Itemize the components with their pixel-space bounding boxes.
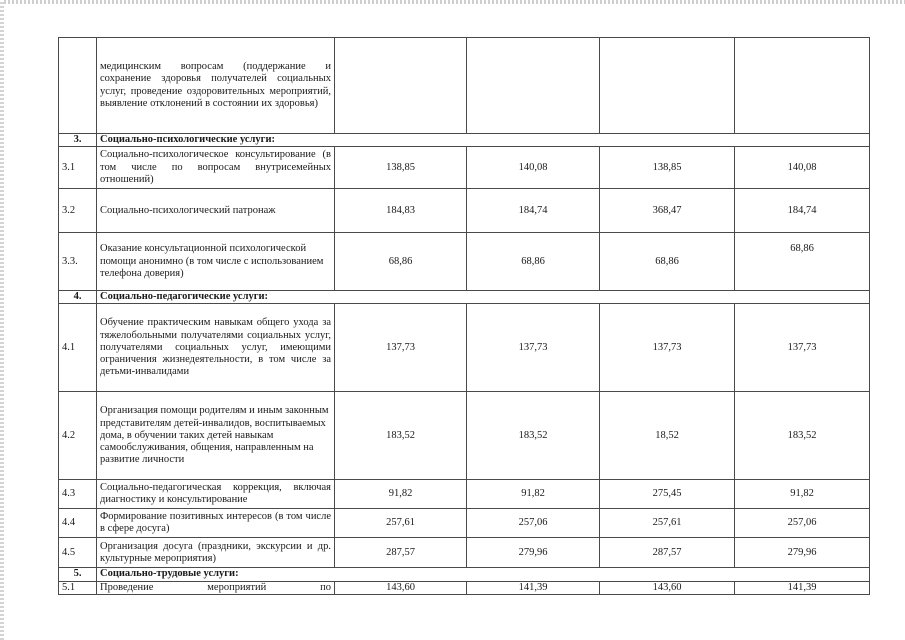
row-number: 3.1 <box>59 147 97 189</box>
row-value-2: 137,73 <box>467 304 600 392</box>
scan-edge-left <box>0 0 4 640</box>
table-row <box>59 233 870 291</box>
row-value-2 <box>467 38 600 134</box>
row-number: 3.2 <box>59 189 97 233</box>
row-value-4: 91,82 <box>735 480 870 509</box>
row-value-1: 91,82 <box>335 480 467 509</box>
row-number: 4.3 <box>59 480 97 509</box>
section-row <box>59 568 870 581</box>
table-row <box>59 480 870 509</box>
row-value-1: 184,83 <box>335 189 467 233</box>
row-value-3: 368,47 <box>600 189 735 233</box>
row-value-3: 143,60 <box>600 581 735 594</box>
row-value-1: 183,52 <box>335 392 467 480</box>
row-value-3: 18,52 <box>600 392 735 480</box>
row-value-2: 279,96 <box>467 538 600 568</box>
row-value-2: 140,08 <box>467 147 600 189</box>
row-value-3: 257,61 <box>600 509 735 538</box>
section-number: 3. <box>59 134 97 147</box>
row-number <box>59 38 97 134</box>
table-row <box>59 392 870 480</box>
row-description: Организация досуга (праздники, экскурсии и др. культурные мероприятия) <box>97 538 335 568</box>
section-row <box>59 134 870 147</box>
section-number: 5. <box>59 568 97 581</box>
section-title: Социально-психологические услуги: <box>97 134 870 147</box>
row-number: 4.4 <box>59 509 97 538</box>
row-value-2: 91,82 <box>467 480 600 509</box>
row-value-4: 257,06 <box>735 509 870 538</box>
row-description: Оказание консультационной психологической помощи анонимно (в том числе с использованием телефона доверия) <box>97 233 335 291</box>
row-description: Социально-психологическое консультирование (в том числе по вопросам внутрисемейных отношений) <box>97 147 335 189</box>
table-row <box>59 38 870 134</box>
row-value-4: 141,39 <box>735 581 870 594</box>
row-value-2: 183,52 <box>467 392 600 480</box>
row-value-1: 143,60 <box>335 581 467 594</box>
table-row <box>59 581 870 594</box>
row-value-1: 137,73 <box>335 304 467 392</box>
row-value-1: 257,61 <box>335 509 467 538</box>
row-value-4: 183,52 <box>735 392 870 480</box>
row-value-4: 140,08 <box>735 147 870 189</box>
row-description: Проведение мероприятий по <box>97 581 335 594</box>
section-row <box>59 291 870 304</box>
row-description: Социально-педагогическая коррекция, включая диагностику и консультирование <box>97 480 335 509</box>
table-row <box>59 189 870 233</box>
row-value-2: 257,06 <box>467 509 600 538</box>
row-value-1: 68,86 <box>335 233 467 291</box>
row-value-4: 137,73 <box>735 304 870 392</box>
row-description: Организация помощи родителям и иным законным представителям детей-инвалидов, воспитываемых дома, в обучении таких детей навыкам самообслуживания, общения, направленным на развитие личности <box>97 392 335 480</box>
row-value-1: 287,57 <box>335 538 467 568</box>
table-row <box>59 147 870 189</box>
row-number: 4.2 <box>59 392 97 480</box>
row-value-3: 287,57 <box>600 538 735 568</box>
row-value-3: 138,85 <box>600 147 735 189</box>
row-value-3: 275,45 <box>600 480 735 509</box>
row-value-2: 184,74 <box>467 189 600 233</box>
row-value-4 <box>735 38 870 134</box>
section-number: 4. <box>59 291 97 304</box>
table-row <box>59 509 870 538</box>
row-number: 5.1 <box>59 581 97 594</box>
row-description: медицинским вопросам (поддержание и сохранение здоровья получателей социальных услуг, проведение оздоровительных мероприятий, выявление отклонений в состоянии их здоровья) <box>97 38 335 134</box>
row-value-2: 68,86 <box>467 233 600 291</box>
row-number: 4.1 <box>59 304 97 392</box>
row-value-1: 138,85 <box>335 147 467 189</box>
row-description: Формирование позитивных интересов (в том числе в сфере досуга) <box>97 509 335 538</box>
row-value-3 <box>600 38 735 134</box>
row-description: Обучение практическим навыкам общего ухода за тяжелобольными получателями социальных услуг, получателями социальных услуг, имеющими ограничения жизнедеятельности, в том числе за детьми-инвалидами <box>97 304 335 392</box>
row-value-1 <box>335 38 467 134</box>
tariff-table <box>58 37 870 595</box>
table-row <box>59 304 870 392</box>
row-value-3: 68,86 <box>600 233 735 291</box>
row-value-4: 184,74 <box>735 189 870 233</box>
row-description: Социально-психологический патронаж <box>97 189 335 233</box>
scan-edge-top <box>0 0 905 4</box>
section-title: Социально-педагогические услуги: <box>97 291 870 304</box>
table-row <box>59 538 870 568</box>
row-value-3: 137,73 <box>600 304 735 392</box>
row-number: 3.3. <box>59 233 97 291</box>
row-value-4: 279,96 <box>735 538 870 568</box>
section-title: Социально-трудовые услуги: <box>97 568 870 581</box>
row-number: 4.5 <box>59 538 97 568</box>
row-value-4: 68,86 <box>735 233 870 291</box>
row-value-2: 141,39 <box>467 581 600 594</box>
